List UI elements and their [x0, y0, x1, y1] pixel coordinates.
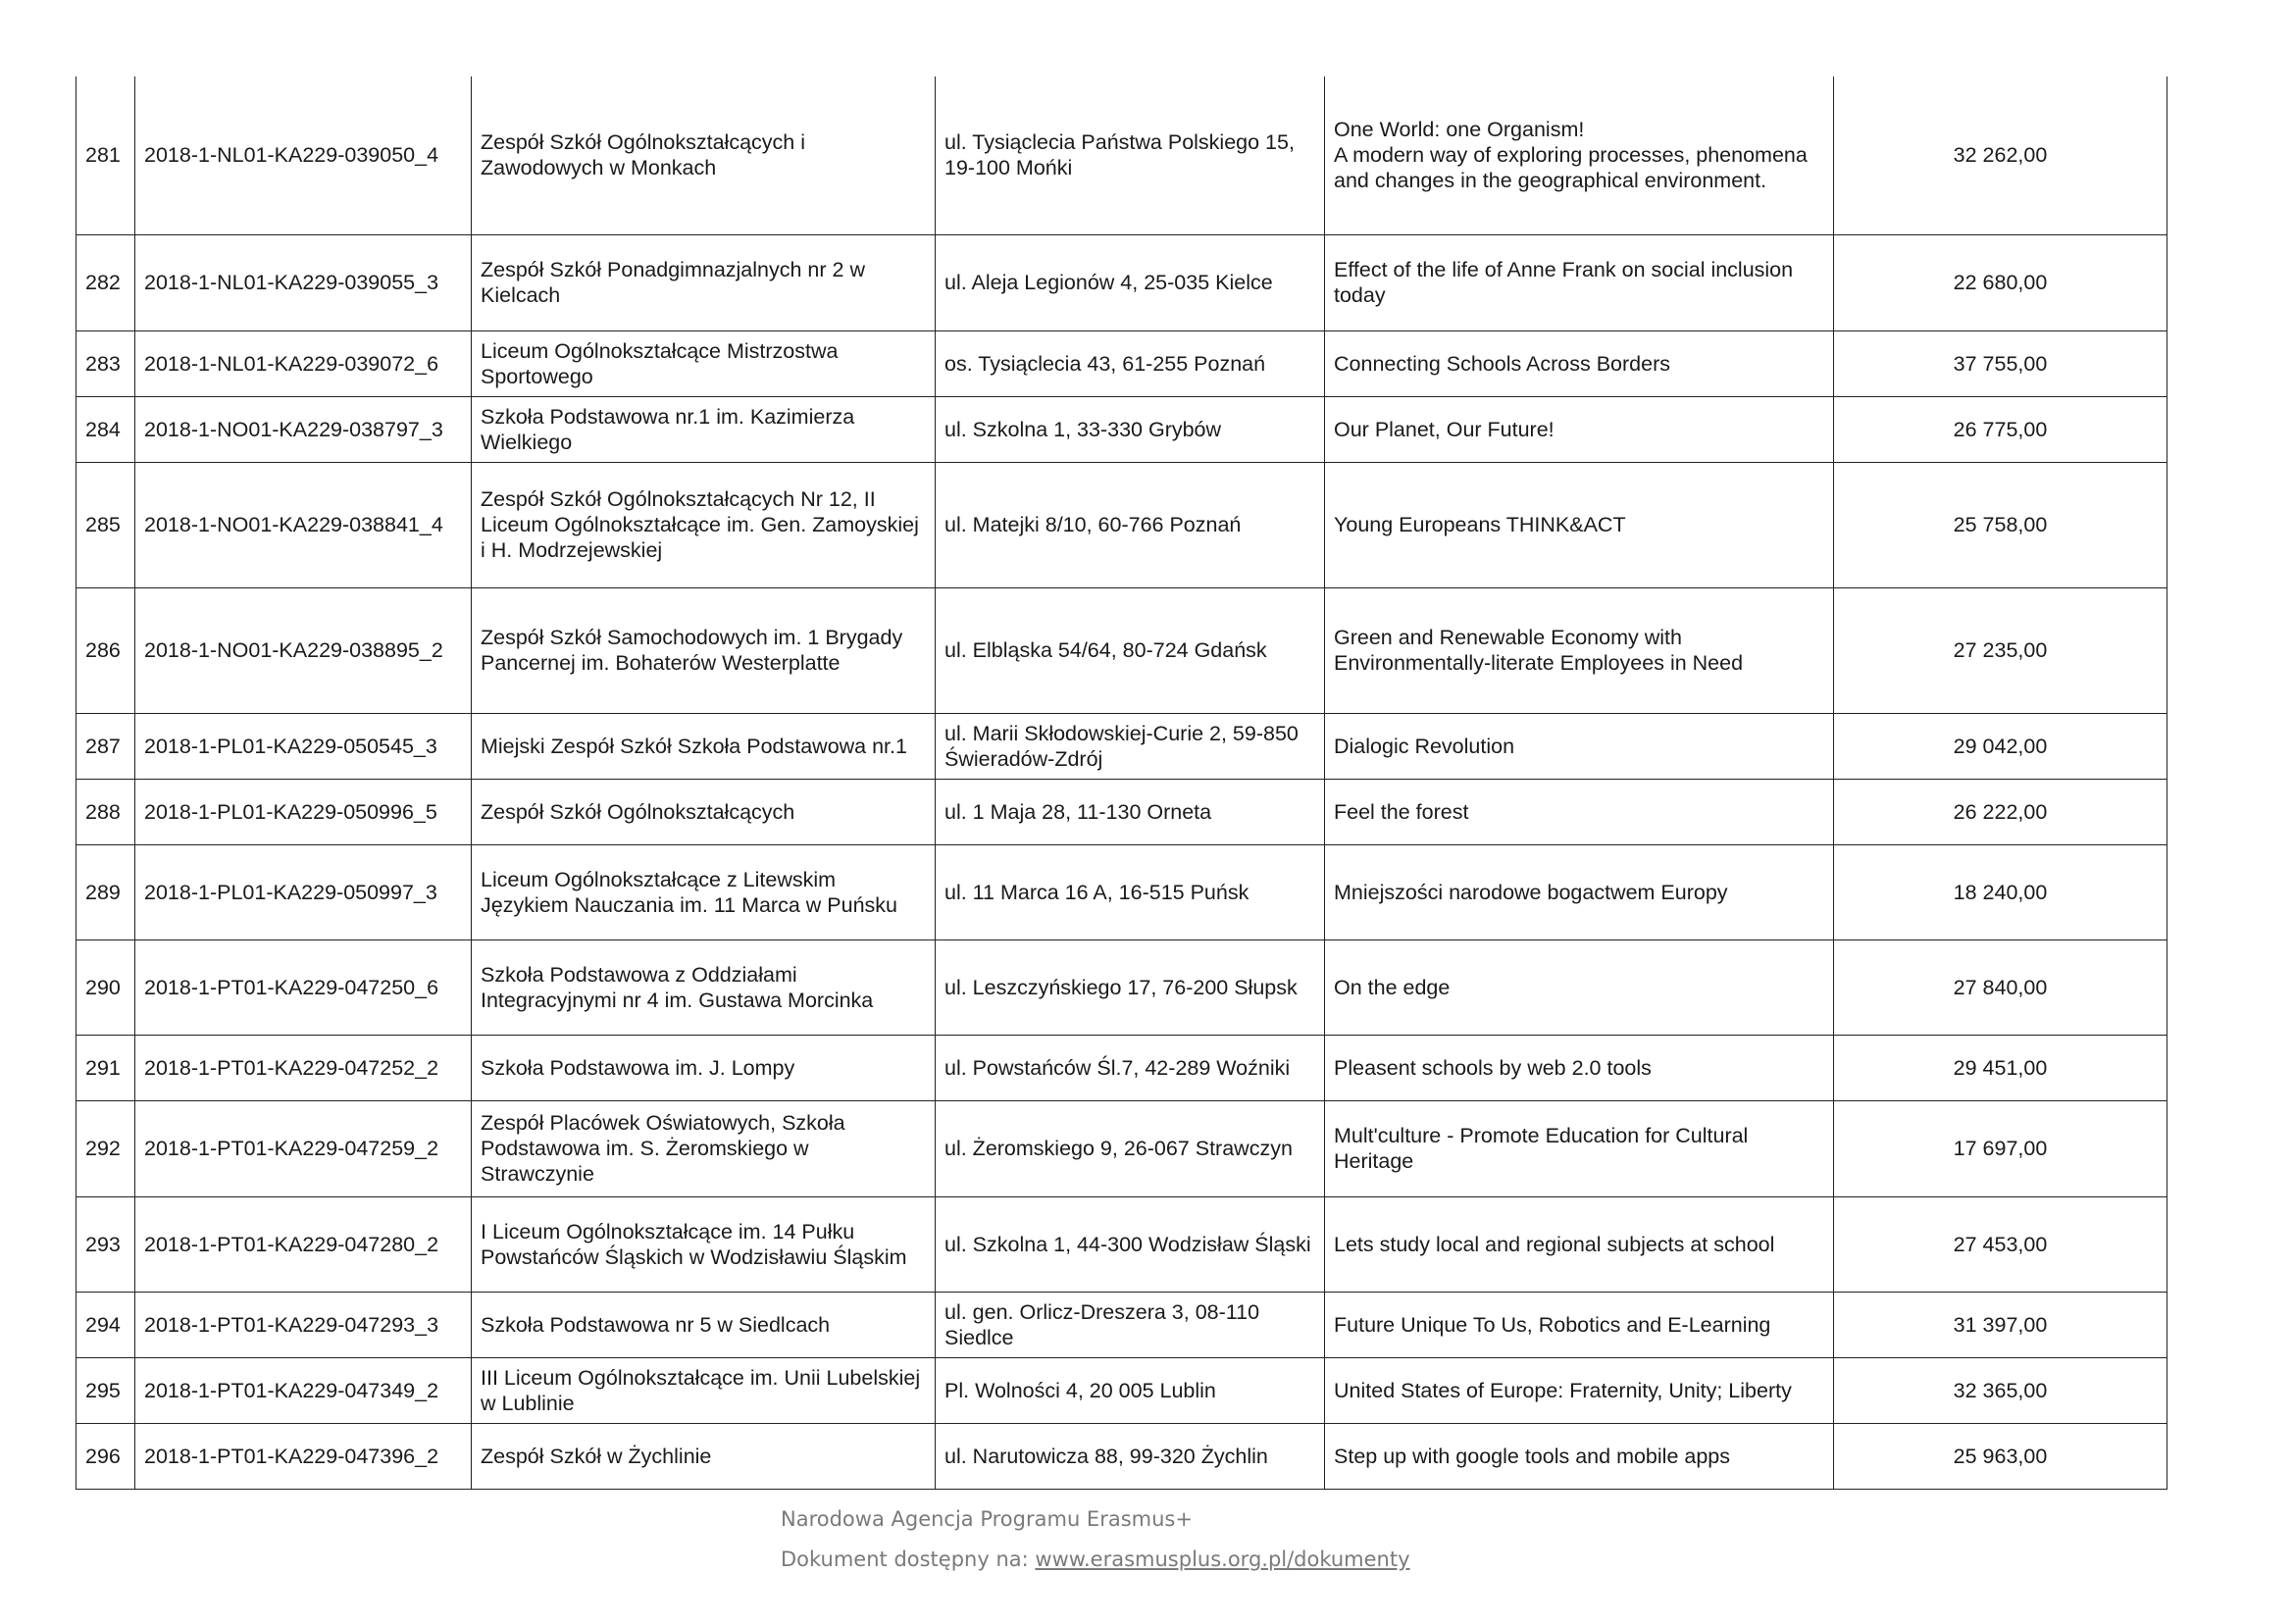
footer-availability: [781, 1548, 2294, 1571]
table-row: [76, 587, 2167, 713]
cell-organisation: Zespół Szkół Ogólnokształcących i Zawodowych w Monkach: [472, 76, 936, 234]
cell-organisation: Szkoła Podstawowa nr.1 im. Kazimierza Wielkiego: [472, 396, 936, 462]
cell-address: ul. gen. Orlicz-Dreszera 3, 08-110 Siedlce: [936, 1292, 1325, 1357]
table-row: [76, 462, 2167, 587]
cell-organisation: Szkoła Podstawowa nr 5 w Siedlcach: [472, 1292, 936, 1357]
cell-project-id: 2018-1-PT01-KA229-047396_2: [135, 1423, 472, 1489]
table-row: [76, 1196, 2167, 1292]
table-row: [76, 330, 2167, 396]
cell-address: Pl. Wolności 4, 20 005 Lublin: [936, 1357, 1325, 1423]
cell-project-id: 2018-1-PL01-KA229-050997_3: [135, 844, 472, 939]
cell-number: 294: [76, 1292, 135, 1357]
cell-organisation: Zespół Szkół w Żychlinie: [472, 1423, 936, 1489]
cell-project-id: 2018-1-PT01-KA229-047293_3: [135, 1292, 472, 1357]
cell-project-title: United States of Europe: Fraternity, Unity; Liberty: [1325, 1357, 1834, 1423]
table-row: [76, 396, 2167, 462]
cell-project-title: Young Europeans THINK&ACT: [1325, 462, 1834, 587]
cell-organisation: Zespół Szkół Samochodowych im. 1 Brygady Pancernej im. Bohaterów Westerplatte: [472, 587, 936, 713]
cell-project-id: 2018-1-PT01-KA229-047259_2: [135, 1100, 472, 1196]
cell-address: ul. Leszczyńskiego 17, 76-200 Słupsk: [936, 939, 1325, 1035]
cell-number: 296: [76, 1423, 135, 1489]
footer-agency-text: Narodowa Agencja Programu Erasmus+: [781, 1507, 1193, 1531]
cell-project-id: 2018-1-PL01-KA229-050545_3: [135, 713, 472, 779]
cell-organisation: Zespół Szkół Ponadgimnazjalnych nr 2 w Kielcach: [472, 234, 936, 330]
cell-amount: 27 235,00: [1834, 587, 2167, 713]
cell-address: ul. Tysiąclecia Państwa Polskiego 15, 19-100 Mońki: [936, 76, 1325, 234]
cell-project-id: 2018-1-NL01-KA229-039050_4: [135, 76, 472, 234]
table-row: [76, 939, 2167, 1035]
cell-address: ul. Matejki 8/10, 60-766 Poznań: [936, 462, 1325, 587]
cell-project-title: Mult'culture - Promote Education for Cultural Heritage: [1325, 1100, 1834, 1196]
cell-amount: 17 697,00: [1834, 1100, 2167, 1196]
cell-address: ul. Aleja Legionów 4, 25-035 Kielce: [936, 234, 1325, 330]
cell-number: 291: [76, 1035, 135, 1100]
cell-project-id: 2018-1-PL01-KA229-050996_5: [135, 779, 472, 844]
cell-amount: 18 240,00: [1834, 844, 2167, 939]
cell-organisation: Zespół Szkół Ogólnokształcących: [472, 779, 936, 844]
cell-project-title: Green and Renewable Economy with Environmentally-literate Employees in Need: [1325, 587, 1834, 713]
cell-project-title: Pleasent schools by web 2.0 tools: [1325, 1035, 1834, 1100]
cell-project-id: 2018-1-PT01-KA229-047252_2: [135, 1035, 472, 1100]
table-row: [76, 844, 2167, 939]
table-row: [76, 713, 2167, 779]
cell-address: ul. Żeromskiego 9, 26-067 Strawczyn: [936, 1100, 1325, 1196]
cell-amount: 29 042,00: [1834, 713, 2167, 779]
grants-table-body: [76, 76, 2167, 1489]
cell-amount: 37 755,00: [1834, 330, 2167, 396]
table-row: [76, 234, 2167, 330]
cell-number: 292: [76, 1100, 135, 1196]
cell-project-id: 2018-1-PT01-KA229-047280_2: [135, 1196, 472, 1292]
table-row: [76, 779, 2167, 844]
cell-amount: 26 775,00: [1834, 396, 2167, 462]
cell-address: ul. Szkolna 1, 44-300 Wodzisław Śląski: [936, 1196, 1325, 1292]
cell-address: ul. Narutowicza 88, 99-320 Żychlin: [936, 1423, 1325, 1489]
cell-address: ul. Elbląska 54/64, 80-724 Gdańsk: [936, 587, 1325, 713]
cell-project-title: One World: one Organism! A modern way of exploring processes, phenomena and changes in the geographical environment.: [1325, 76, 1834, 234]
cell-number: 285: [76, 462, 135, 587]
cell-amount: 32 262,00: [1834, 76, 2167, 234]
cell-number: 289: [76, 844, 135, 939]
cell-amount: 25 758,00: [1834, 462, 2167, 587]
cell-amount: 27 840,00: [1834, 939, 2167, 1035]
cell-number: 287: [76, 713, 135, 779]
cell-project-id: 2018-1-NL01-KA229-039055_3: [135, 234, 472, 330]
cell-project-title: On the edge: [1325, 939, 1834, 1035]
cell-amount: 22 680,00: [1834, 234, 2167, 330]
cell-number: 293: [76, 1196, 135, 1292]
footer-agency: [781, 1507, 2294, 1531]
cell-number: 282: [76, 234, 135, 330]
cell-organisation: Zespół Placówek Oświatowych, Szkoła Podstawowa im. S. Żeromskiego w Strawczynie: [472, 1100, 936, 1196]
table-row: [76, 1357, 2167, 1423]
cell-project-id: 2018-1-PT01-KA229-047349_2: [135, 1357, 472, 1423]
cell-organisation: Szkoła Podstawowa z Oddziałami Integracyjnymi nr 4 im. Gustawa Morcinka: [472, 939, 936, 1035]
cell-amount: 29 451,00: [1834, 1035, 2167, 1100]
cell-project-id: 2018-1-NO01-KA229-038895_2: [135, 587, 472, 713]
cell-project-title: Step up with google tools and mobile apps: [1325, 1423, 1834, 1489]
table-row: [76, 76, 2167, 234]
cell-project-id: 2018-1-NO01-KA229-038841_4: [135, 462, 472, 587]
cell-project-title: Future Unique To Us, Robotics and E-Learning: [1325, 1292, 1834, 1357]
cell-project-title: Dialogic Revolution: [1325, 713, 1834, 779]
cell-address: ul. 11 Marca 16 A, 16-515 Puńsk: [936, 844, 1325, 939]
cell-project-title: Lets study local and regional subjects at school: [1325, 1196, 1834, 1292]
cell-organisation: Miejski Zespół Szkół Szkoła Podstawowa nr.1: [472, 713, 936, 779]
cell-organisation: I Liceum Ogólnokształcące im. 14 Pułku Powstańców Śląskich w Wodzisławiu Śląskim: [472, 1196, 936, 1292]
cell-organisation: Liceum Ogólnokształcące Mistrzostwa Sportowego: [472, 330, 936, 396]
table-row: [76, 1100, 2167, 1196]
cell-project-title: Mniejszości narodowe bogactwem Europy: [1325, 844, 1834, 939]
cell-address: ul. Szkolna 1, 33-330 Grybów: [936, 396, 1325, 462]
cell-number: 284: [76, 396, 135, 462]
cell-project-id: 2018-1-PT01-KA229-047250_6: [135, 939, 472, 1035]
cell-project-title: Feel the forest: [1325, 779, 1834, 844]
cell-number: 283: [76, 330, 135, 396]
cell-address: ul. 1 Maja 28, 11-130 Orneta: [936, 779, 1325, 844]
cell-amount: 31 397,00: [1834, 1292, 2167, 1357]
footer-available-label: Dokument dostępny na:: [781, 1548, 1036, 1571]
cell-amount: 27 453,00: [1834, 1196, 2167, 1292]
cell-organisation: III Liceum Ogólnokształcące im. Unii Lubelskiej w Lublinie: [472, 1357, 936, 1423]
cell-project-title: Effect of the life of Anne Frank on social inclusion today: [1325, 234, 1834, 330]
cell-organisation: Liceum Ogólnokształcące z Litewskim Językiem Nauczania im. 11 Marca w Puńsku: [472, 844, 936, 939]
cell-amount: 26 222,00: [1834, 779, 2167, 844]
cell-organisation: Zespół Szkół Ogólnokształcących Nr 12, II Liceum Ogólnokształcące im. Gen. Zamoyskiej i H. Modrzejewskiej: [472, 462, 936, 587]
cell-project-title: Our Planet, Our Future!: [1325, 396, 1834, 462]
cell-amount: 32 365,00: [1834, 1357, 2167, 1423]
table-row: [76, 1423, 2167, 1489]
table-row: [76, 1292, 2167, 1357]
cell-address: ul. Marii Skłodowskiej-Curie 2, 59-850 Świeradów-Zdrój: [936, 713, 1325, 779]
cell-project-id: 2018-1-NO01-KA229-038797_3: [135, 396, 472, 462]
grants-table-wrapper: [76, 76, 2167, 1490]
cell-number: 288: [76, 779, 135, 844]
cell-number: 281: [76, 76, 135, 234]
cell-number: 290: [76, 939, 135, 1035]
cell-number: 295: [76, 1357, 135, 1423]
cell-project-id: 2018-1-NL01-KA229-039072_6: [135, 330, 472, 396]
cell-project-title: Connecting Schools Across Borders: [1325, 330, 1834, 396]
grants-table: [76, 76, 2167, 1490]
cell-organisation: Szkoła Podstawowa im. J. Lompy: [472, 1035, 936, 1100]
footer-link[interactable]: www.erasmusplus.org.pl/dokumenty: [1035, 1548, 1410, 1571]
cell-address: os. Tysiąclecia 43, 61-255 Poznań: [936, 330, 1325, 396]
cell-address: ul. Powstańców Śl.7, 42-289 Woźniki: [936, 1035, 1325, 1100]
table-row: [76, 1035, 2167, 1100]
cell-number: 286: [76, 587, 135, 713]
cell-amount: 25 963,00: [1834, 1423, 2167, 1489]
